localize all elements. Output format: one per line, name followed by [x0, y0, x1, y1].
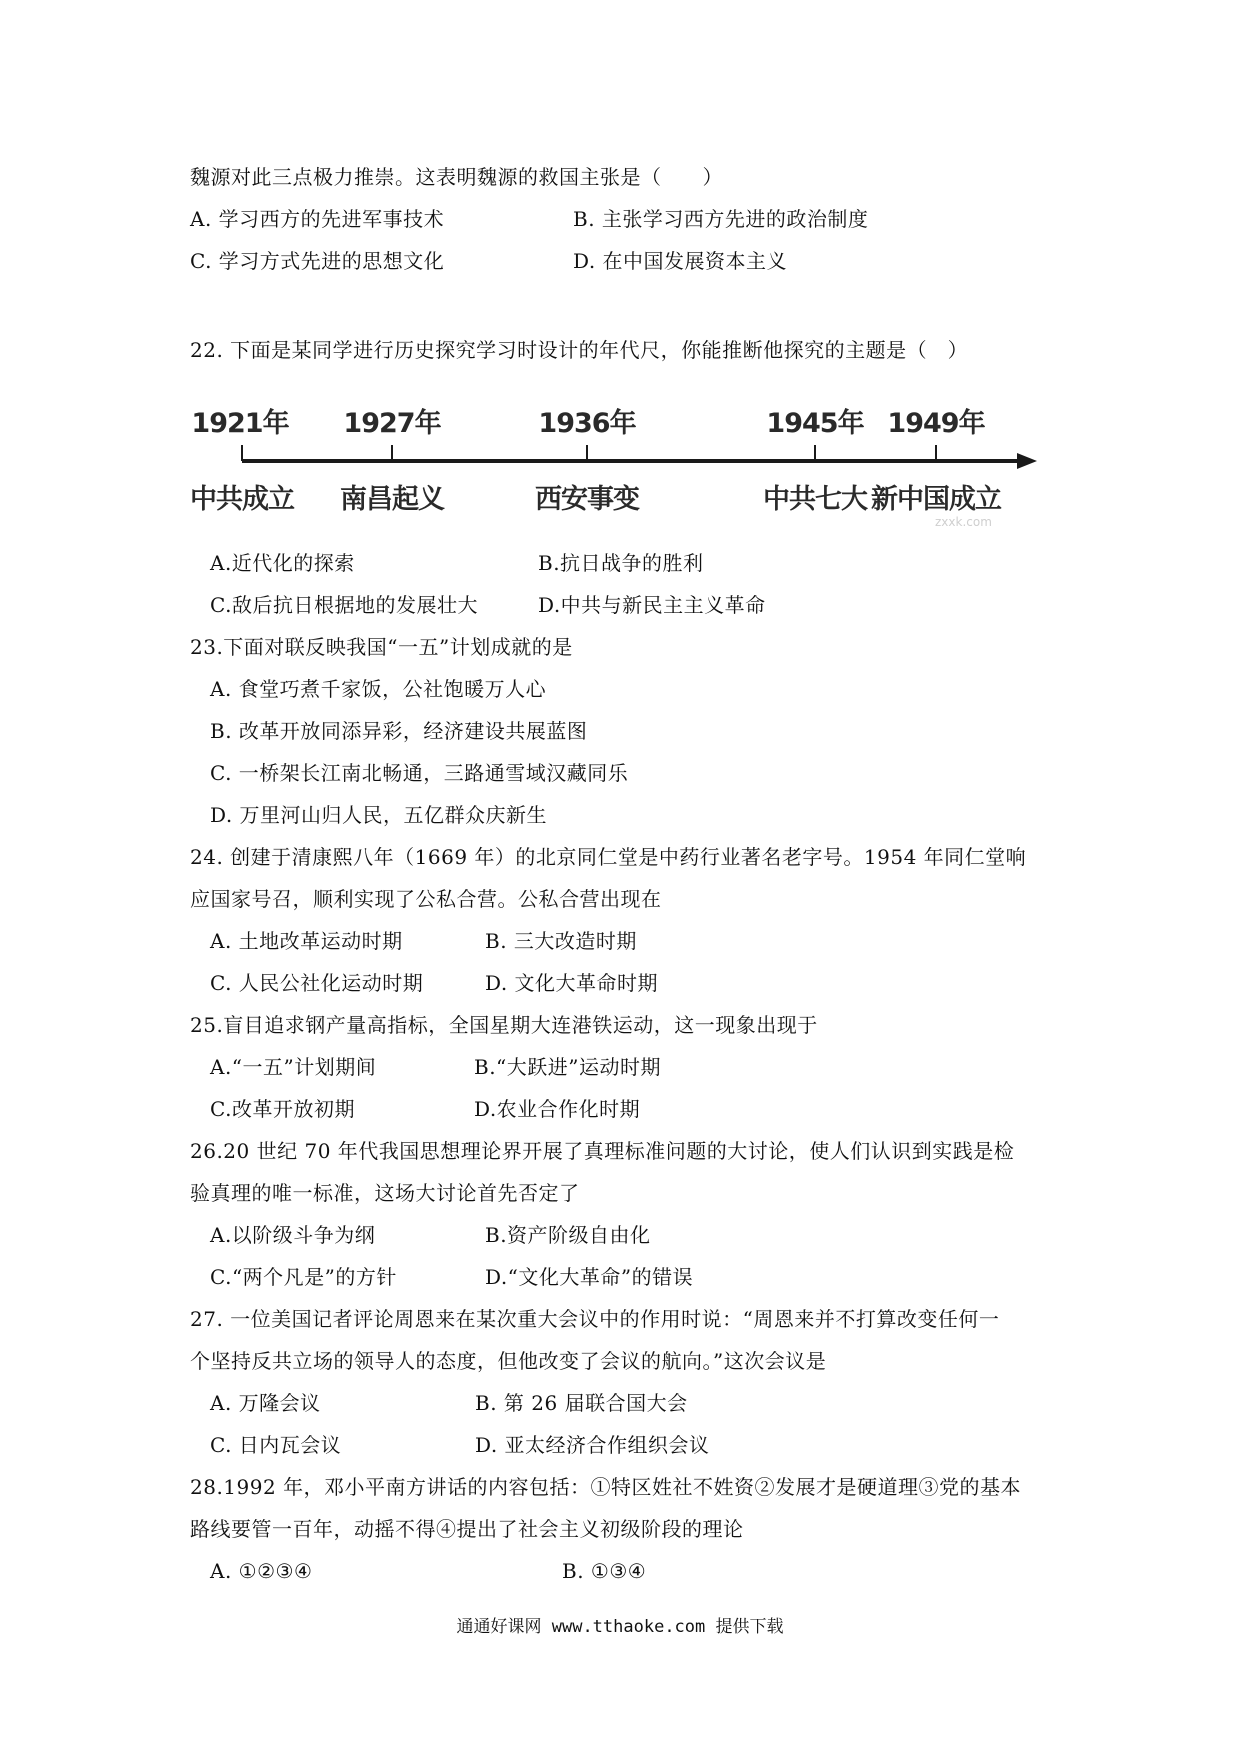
q21-stem: 魏源对此三点极力推崇。这表明魏源的救国主张是（ ） — [190, 165, 723, 189]
q26-option-b: B.资产阶级自由化 — [485, 1223, 651, 1247]
timeline-year-1927: 1927年 — [343, 408, 441, 439]
timeline-event-1949: 新中国成立 — [871, 484, 1001, 515]
q28-option-b: B. ①③④ — [562, 1559, 647, 1583]
q27-stem-line1: 27. 一位美国记者评论周恩来在某次重大会议中的作用时说：“周恩来并不打算改变任何一 — [190, 1307, 1000, 1331]
q22-option-d: D.中共与新民主主义革命 — [538, 593, 766, 617]
q21-option-b: B. 主张学习西方先进的政治制度 — [573, 207, 869, 231]
q26-option-d: D.“文化大革命”的错误 — [485, 1265, 694, 1289]
q21-option-d: D. 在中国发展资本主义 — [573, 249, 788, 273]
q27-option-d: D. 亚太经济合作组织会议 — [475, 1433, 710, 1457]
q24-option-b: B. 三大改造时期 — [485, 929, 637, 953]
timeline-event-1945: 中共七大 — [763, 484, 867, 515]
q25-option-c: C.改革开放初期 — [210, 1097, 355, 1121]
page-footer: 通通好课网 www.tthaoke.com 提供下载 — [456, 1617, 784, 1637]
q26-stem-line1: 26.20 世纪 70 年代我国思想理论界开展了真理标准问题的大讨论，使人们认识到实践是检 — [190, 1139, 1015, 1163]
q25-option-d: D.农业合作化时期 — [474, 1097, 641, 1121]
q23-option-a: A. 食堂巧煮千家饭，公社饱暖万人心 — [210, 677, 547, 701]
q23-option-c: C. 一桥架长江南北畅通，三路通雪域汉藏同乐 — [210, 761, 629, 785]
q25-option-a: A.“一五”计划期间 — [210, 1055, 377, 1079]
timeline-event-1927: 南昌起义 — [340, 484, 444, 515]
q22-option-c: C.敌后抗日根据地的发展壮大 — [210, 593, 478, 617]
q28-option-a: A. ①②③④ — [210, 1559, 313, 1583]
q26-stem-line2: 验真理的唯一标准，这场大讨论首先否定了 — [190, 1181, 580, 1205]
q25-stem: 25.盲目追求钢产量高指标，全国星期大连港铁运动，这一现象出现于 — [190, 1013, 818, 1037]
q23-stem: 23.下面对联反映我国“一五”计划成就的是 — [190, 635, 573, 659]
q27-stem-line2: 个坚持反共立场的领导人的态度，但他改变了会议的航向。”这次会议是 — [190, 1349, 827, 1373]
watermark: zxxk.com — [935, 515, 992, 529]
q24-stem-line1: 24. 创建于清康熙八年（1669 年）的北京同仁堂是中药行业著名老字号。1954 年同仁堂响 — [190, 845, 1027, 869]
timeline-ruler — [190, 395, 1045, 535]
q27-option-b: B. 第 26 届联合国大会 — [475, 1391, 688, 1415]
timeline-year-1921: 1921年 — [191, 408, 289, 439]
q28-stem-line2: 路线要管一百年，动摇不得④提出了社会主义初级阶段的理论 — [190, 1517, 744, 1541]
q23-option-d: D. 万里河山归人民，五亿群众庆新生 — [210, 803, 548, 827]
q24-option-a: A. 土地改革运动时期 — [210, 929, 403, 953]
q27-option-a: A. 万隆会议 — [210, 1391, 321, 1415]
q26-option-c: C.“两个凡是”的方针 — [210, 1265, 397, 1289]
q24-option-c: C. 人民公社化运动时期 — [210, 971, 424, 995]
q22-option-b: B.抗日战争的胜利 — [538, 551, 704, 575]
q28-stem-line1: 28.1992 年，邓小平南方讲话的内容包括：①特区姓社不姓资②发展才是硬道理③党的基本 — [190, 1475, 1022, 1499]
q27-option-c: C. 日内瓦会议 — [210, 1433, 342, 1457]
q24-stem-line2: 应国家号召，顺利实现了公私合营。公私合营出现在 — [190, 887, 662, 911]
q21-option-c: C. 学习方式先进的思想文化 — [190, 249, 445, 273]
q22-option-a: A.近代化的探索 — [210, 551, 355, 575]
timeline-year-1945: 1945年 — [766, 408, 864, 439]
timeline-event-1936: 西安事变 — [535, 484, 639, 515]
q22-stem: 22. 下面是某同学进行历史探究学习时设计的年代尺，你能推断他探究的主题是（ ） — [190, 338, 969, 362]
timeline-year-1949: 1949年 — [887, 408, 985, 439]
timeline-event-1921: 中共成立 — [190, 484, 294, 515]
q26-option-a: A.以阶级斗争为纲 — [210, 1223, 376, 1247]
timeline-year-1936: 1936年 — [538, 408, 636, 439]
q21-option-a: A. 学习西方的先进军事技术 — [190, 207, 445, 231]
q25-option-b: B.“大跃进”运动时期 — [474, 1055, 662, 1079]
q24-option-d: D. 文化大革命时期 — [485, 971, 659, 995]
q23-option-b: B. 改革开放同添异彩，经济建设共展蓝图 — [210, 719, 588, 743]
